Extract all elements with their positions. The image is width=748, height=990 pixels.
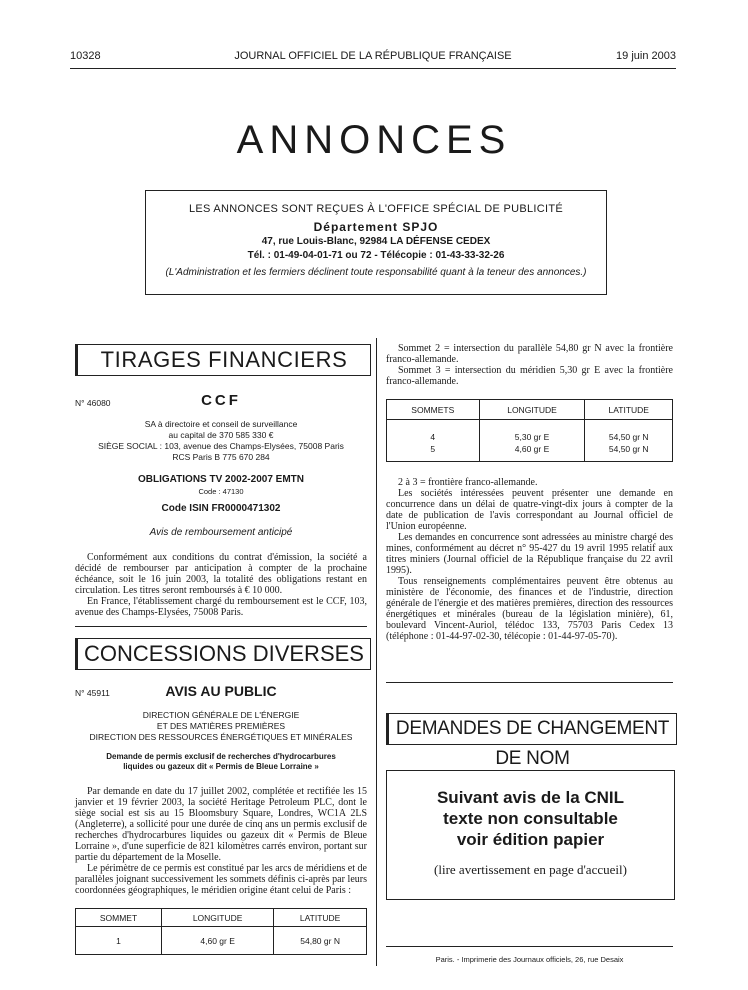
office-line-1: LES ANNONCES SONT REÇUES À L'OFFICE SPÉCIAL DE PUBLICITÉ (188, 203, 564, 215)
coords-table-2 (386, 399, 673, 462)
table-header: LONGITUDE (162, 909, 274, 927)
cnil-bold-text: Suivant avis de la CNIL texte non consultable voir édition papier (436, 788, 625, 849)
office-department: Département SPJO (313, 220, 439, 234)
avis-title: AVIS AU PUBLIC (165, 683, 277, 699)
cnil-notice: (lire avertissement en page d'accueil) (434, 862, 627, 877)
page-header (70, 48, 676, 68)
separator (386, 682, 673, 683)
office-disclaimer: (L'Administration et les fermiers déclinent toute responsabilité quant à la teneur des annonces.) (165, 267, 587, 278)
direction-lines: DIRECTION GÉNÉRALE DE L'ÉNERGIE ET DES MATIÈRES PREMIÈRES DIRECTION DES RESSOURCES ÉNERGÉTIQUES ET MINÉRALES (89, 710, 353, 742)
office-address: 47, rue Louis-Blanc, 92984 LA DÉFENSE CEDEX (261, 236, 491, 247)
table-row: 1 4,60 gr E 54,80 gr N (76, 927, 367, 955)
office-box (145, 190, 607, 295)
table-header: LONGITUDE (479, 400, 585, 420)
issue-date: 19 juin 2003 (616, 50, 676, 62)
sommets-text (386, 343, 673, 387)
section-heading-demandes: DEMANDES DE CHANGEMENT DE NOM (386, 713, 677, 745)
announcement-number: N° 46080 (75, 398, 111, 408)
frontiere-line: 2 à 3 = frontière franco-allemande. (398, 477, 538, 488)
page-number: 10328 (70, 50, 101, 62)
tirages-paragraph-1: Conformément aux conditions du contrat d'émission, la société a décidé de rembourser par anticipation à compter de la prochaine échéance, soit le 16 juin 2003, la totalité des obligations restant en circulation. Les titres seront remboursés à € 10 000. (75, 552, 367, 596)
company-info: SA à directoire et conseil de surveillance au capital de 370 585 330 € SIÈGE SOCIAL : 103, avenue des Champs-Elysées, 75008 Paris RCS Paris B 775 670 284 (98, 419, 344, 462)
announcement-number-2: N° 45911 (75, 688, 110, 698)
printer-footer: Paris. - Imprimerie des Journaux officiels, 26, rue Desaix (435, 955, 624, 964)
obligations-title: OBLIGATIONS TV 2002-2007 EMTN (138, 474, 304, 485)
company-name: CCF (201, 392, 241, 409)
footer-rule (386, 946, 673, 947)
concessions-body (75, 786, 367, 896)
right-body (386, 477, 673, 642)
right-paragraph-2: Les demandes en concurrence sont adressées au ministre chargé des mines, conformément au décret n° 95-427 du 19 avril 1995 relatif aux titres miniers (Journal officiel de la République française du 22 avril 1995). (386, 532, 673, 576)
avis-subtitle: Avis de remboursement anticipé (149, 527, 293, 538)
tirages-body (75, 552, 367, 618)
concessions-paragraph-2: Le périmètre de ce permis est constitué par les arcs de méridiens et de parallèles joignant successivement les sommets définis ci-après par leurs coordonnées géographiques, le méridien origine étant celui de Paris : (75, 863, 367, 896)
sommet-3: Sommet 3 = intersection du méridien 5,30 gr E avec la frontière franco-allemande. (386, 365, 673, 387)
section-heading-concessions: CONCESSIONS DIVERSES (75, 638, 371, 670)
tirages-paragraph-2: En France, l'établissement chargé du remboursement est le CCF, 103, avenue des Champs-Elysées, 75008 Paris. (75, 596, 367, 618)
header-rule (70, 68, 676, 69)
sommet-2: Sommet 2 = intersection du parallèle 54,80 gr N avec la frontière franco-allemande. (386, 343, 673, 365)
table-header: LATITUDE (274, 909, 367, 927)
table-header: SOMMETS (387, 400, 480, 420)
right-paragraph-1: Les sociétés intéressées peuvent présenter une demande en concurrence dans un délai de quatre-vingt-dix jours à compter de la date de publication de l'avis correspondant au Journal officiel de l'Union européenne. (386, 488, 673, 532)
journal-name: JOURNAL OFFICIEL DE LA RÉPUBLIQUE FRANÇAISE (234, 50, 512, 62)
cnil-notice-box (386, 770, 675, 900)
page-title: ANNONCES (236, 118, 512, 162)
office-phone: Tél. : 01-49-04-01-71 ou 72 - Télécopie : 01-43-33-32-26 (247, 250, 505, 261)
table-row: 4 5 5,30 gr E 4,60 gr E 54,50 gr N 54,50 gr N (387, 420, 673, 462)
concessions-paragraph-1: Par demande en date du 17 juillet 2002, complétée et rectifiée les 15 janvier et 19 février 2003, la société Heritage Petroleum PLC, dont le siège social est sis au 15 Bloomsbury Square, Londres, WC1A 2LS (Angleterre), a sollicité pour une durée de cinq ans un permis exclusif de recherches d'hydrocarbures liquides ou gazeux dit « Permis de Bleue Lorraine », d'une superficie de 821 kilomètres carrés environ, portant sur partie du département de la Moselle. (75, 786, 367, 863)
table-header: LATITUDE (585, 400, 673, 420)
isin-code: Code ISIN FR0000471302 (161, 503, 281, 514)
right-paragraph-3: Tous renseignements complémentaires peuvent être obtenus au ministère de l'économie, des finances et de l'industrie, direction générale de l'énergie et des matières premières, direction des ressources énergétiques et minérales (bureau de la législation minière), 61, boulevard Vincent-Auriol, télédoc 133, 75703 Paris Cedex 13 (téléphone : 01-44-97-02-30, télécopie : 01-44-97-05-70). (386, 576, 673, 642)
separator (75, 626, 367, 627)
table-header: SOMMET (76, 909, 162, 927)
demande-title: Demande de permis exclusif de recherches d'hydrocarbures liquides ou gazeux dit « Permis de Bleue Lorraine » (106, 752, 336, 771)
coords-table-1 (75, 908, 367, 955)
obligations-code: Code : 47130 (198, 487, 244, 496)
section-heading-tirages: TIRAGES FINANCIERS (75, 344, 371, 376)
column-divider (376, 338, 377, 966)
